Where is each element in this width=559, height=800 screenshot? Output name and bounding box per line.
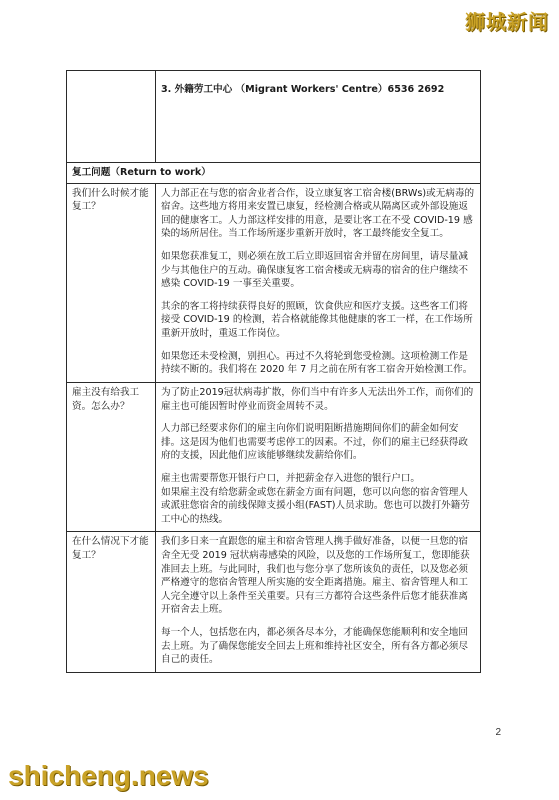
faq-answer <box>156 382 481 531</box>
faq-row <box>67 382 481 531</box>
answer-paragraph: 如果雇主没有给您薪金或您在薪金方面有问题，您可以向您的宿舍管理人或派驻您宿舍的前线保障支援小组(FAST)人员求助。您也可以拨打外籍劳工中心的热线。 <box>161 486 470 525</box>
watermark-logo-top: 狮城新闻 <box>465 10 549 34</box>
answer-paragraph: 每一个人，包括您在内，都必须各尽本分，才能确保您能顺利和安全地回去上班。为了确保您能安全回去上班和维持社区安全，所有各方都必须尽自己的责任。 <box>161 627 468 666</box>
answer-paragraph: 为了防止2019冠状病毒扩散，你们当中有许多人无法出外工作，而你们的雇主也可能因暂时停业而资金周转不灵。 <box>161 386 474 412</box>
faq-question: 在什么情况下才能复工？ <box>67 532 156 672</box>
document-table <box>66 70 481 673</box>
answer-paragraph: 如果您获准复工，则必须在放工后立即返回宿舍并留在房间里，请尽量减少与其他住户的互动。确保康复客工宿舍楼或无病毒的宿舍的住户继续不感染 COVID-19 一事至关重要。 <box>161 251 468 290</box>
answer-paragraph: 我们多日来一直跟您的雇主和宿舍管理人携手做好准备，以便一旦您的宿舍全无受 2019 冠状病毒感染的风险，以及您的工作场所复工，您即能获准回去上班。与此同时，我们也与您分享了您所该负的责任，以及您必须严格遵守的您宿舍管理人所实施的安全距离措施。雇主、宿舍管理人和工人完全遵守以上条件至关重要。只有三方都符合这些条件后您才能获准离开宿舍去上班。 <box>161 536 470 616</box>
contact-row <box>67 71 481 163</box>
watermark-logo-bottom: shicheng.news <box>8 760 209 791</box>
faq-question: 雇主没有给我工资。怎么办？ <box>67 382 156 531</box>
answer-paragraph: 人力部正在与您的宿舍业者合作，设立康复客工宿舍楼(BRWs)或无病毒的宿舍。这些地方将用来安置已康复，经检测合格或从隔离区或外部设施返回的健康客工。人力部这样安排的用意，是要让客工在不受 COVID-19 感染的场所居住。当工作场所逐步重新开放时，客工最终能安全复工。 <box>161 187 475 240</box>
faq-row <box>67 183 481 382</box>
section-header-row <box>67 163 481 184</box>
page-number: 2 <box>495 727 501 738</box>
answer-paragraph: 人力部已经要求你们的雇主向你们说明阻断措施期间你们的薪金如何安排。这是因为他们也需要考虑停工的因素。不过，你们的雇主已经获得政府的支援，因此他们应该能够继续发薪给你们。 <box>161 423 468 462</box>
faq-answer <box>156 532 481 672</box>
section-title: 复工问题（Return to work） <box>67 163 481 184</box>
faq-question: 我们什么时候才能复工？ <box>67 183 156 382</box>
answer-paragraph: 其余的客工将持续获得良好的照顾，饮食供应和医疗支援。这些客工们将接受 COVID-19 的检测，若合格就能像其他健康的客工一样，在工作场所重新开放时，重返工作岗位。 <box>161 300 473 340</box>
migrant-workers-centre-contact: 3. 外籍劳工中心 （Migrant Workers' Centre）6536 2692 <box>156 71 481 163</box>
faq-answer <box>156 183 481 382</box>
faq-row <box>67 532 481 672</box>
empty-cell <box>67 71 156 163</box>
answer-paragraph: 雇主也需要帮您开银行户口，并把薪金存入进您的银行户口。 <box>161 472 421 484</box>
answer-paragraph: 如果您还未受检测，别担心。再过不久将轮到您受检测。这项检测工作是持续不断的。我们将在 2020 年 7 月之前在所有客工宿舍开始检测工作。 <box>161 350 473 376</box>
